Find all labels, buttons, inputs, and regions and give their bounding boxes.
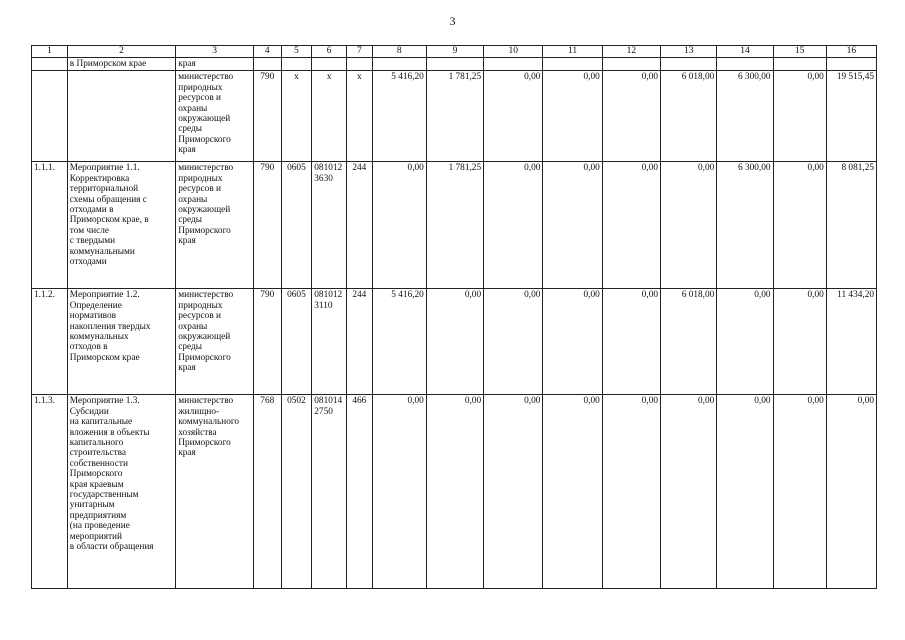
table-cell: х: [281, 71, 312, 162]
table-cell: 5 416,20: [372, 289, 426, 395]
table-cell: 0,00: [484, 289, 543, 395]
table-cell: 0,00: [773, 162, 826, 289]
table-cell: 0,00: [372, 162, 426, 289]
column-header: 10: [484, 46, 543, 58]
column-header: 1: [32, 46, 68, 58]
table-row: [32, 58, 877, 71]
table-cell: [661, 58, 717, 71]
table-cell: [347, 58, 373, 71]
table-cell: х: [347, 71, 373, 162]
table-cell: 8 081,25: [826, 162, 876, 289]
table-cell: министерство природных ресурсов и охраны окружающей среды Приморского края: [176, 162, 254, 289]
table-cell: 0,00: [602, 162, 660, 289]
column-header: 5: [281, 46, 312, 58]
table-cell: [32, 71, 68, 162]
column-header: 4: [253, 46, 281, 58]
table-cell: 0,00: [372, 395, 426, 589]
table-cell: 0,00: [717, 289, 773, 395]
table-cell: 244: [347, 162, 373, 289]
table-cell: 11 434,20: [826, 289, 876, 395]
table-cell: 081012 3110: [312, 289, 347, 395]
table-cell: 0,00: [426, 395, 483, 589]
table-cell: 0,00: [661, 162, 717, 289]
table-cell: министерство природных ресурсов и охраны окружающей среды Приморского края: [176, 71, 254, 162]
column-header: 14: [717, 46, 773, 58]
table-cell: [312, 58, 347, 71]
table-cell: 6 300,00: [717, 162, 773, 289]
table-cell: 0,00: [717, 395, 773, 589]
table-cell: [281, 58, 312, 71]
column-header: 13: [661, 46, 717, 58]
table-cell: 0605: [281, 289, 312, 395]
table-cell: министерство жилищно- коммунального хозяйства Приморского края: [176, 395, 254, 589]
table-cell: 6 018,00: [661, 289, 717, 395]
table-cell: 0,00: [484, 162, 543, 289]
column-header: 12: [602, 46, 660, 58]
table-cell: [372, 58, 426, 71]
table-cell: 790: [253, 162, 281, 289]
table-cell: 0,00: [773, 289, 826, 395]
column-header: 11: [543, 46, 602, 58]
table-cell: [32, 58, 68, 71]
table-cell: министерство природных ресурсов и охраны окружающей среды Приморского края: [176, 289, 254, 395]
table-cell: 0,00: [426, 289, 483, 395]
table-cell: 1.1.3.: [32, 395, 68, 589]
table-cell: 0,00: [826, 395, 876, 589]
page-number: 3: [449, 14, 456, 28]
table-cell: 790: [253, 71, 281, 162]
column-header: 8: [372, 46, 426, 58]
table-cell: 0502: [281, 395, 312, 589]
table-cell: 19 515,45: [826, 71, 876, 162]
table-cell: 768: [253, 395, 281, 589]
table-cell: 1 781,25: [426, 162, 483, 289]
table-cell: 5 416,20: [372, 71, 426, 162]
table-cell: 0,00: [773, 71, 826, 162]
table-cell: [602, 58, 660, 71]
table-cell: края: [176, 58, 254, 71]
table-cell: 6 300,00: [717, 71, 773, 162]
column-header: 3: [176, 46, 254, 58]
budget-table: [31, 45, 877, 589]
table-cell: 1.1.1.: [32, 162, 68, 289]
table-cell: 0,00: [484, 71, 543, 162]
table-cell: в Приморском крае: [67, 58, 175, 71]
table-row: [32, 162, 877, 289]
table-cell: 0,00: [602, 71, 660, 162]
table-cell: Мероприятие 1.2. Определение нормативов накопления твердых коммунальных отходов в Приморском крае: [67, 289, 175, 395]
table-cell: [717, 58, 773, 71]
table-cell: 081012 3630: [312, 162, 347, 289]
header-row: [32, 46, 877, 58]
table-cell: 466: [347, 395, 373, 589]
table-cell: 0,00: [661, 395, 717, 589]
column-header: 6: [312, 46, 347, 58]
column-header: 2: [67, 46, 175, 58]
table-cell: [426, 58, 483, 71]
table-cell: 0,00: [602, 289, 660, 395]
table-cell: 244: [347, 289, 373, 395]
table-cell: 081014 2750: [312, 395, 347, 589]
table-cell: [543, 58, 602, 71]
table-row: [32, 71, 877, 162]
column-header: 15: [773, 46, 826, 58]
table-cell: 0,00: [543, 71, 602, 162]
table-cell: 1.1.2.: [32, 289, 68, 395]
table-cell: [773, 58, 826, 71]
table-cell: 790: [253, 289, 281, 395]
table-cell: Мероприятие 1.1. Корректировка территориальной схемы обращения с отходами в Приморском крае, в том числе с твердыми коммунальными отходами: [67, 162, 175, 289]
table-cell: 0,00: [543, 395, 602, 589]
table-cell: [484, 58, 543, 71]
table-cell: 0605: [281, 162, 312, 289]
table-cell: 0,00: [773, 395, 826, 589]
column-header: 9: [426, 46, 483, 58]
table-cell: [67, 71, 175, 162]
table-cell: Мероприятие 1.3. Субсидии на капитальные вложения в объекты капитального строительства собственности Приморского края краевым государственным унитарным предприятиям (на проведение мероприятий в области обращения: [67, 395, 175, 589]
table-row: [32, 395, 877, 589]
table-cell: 0,00: [543, 162, 602, 289]
table-cell: 0,00: [543, 289, 602, 395]
table-cell: [826, 58, 876, 71]
table-cell: [253, 58, 281, 71]
table-cell: 6 018,00: [661, 71, 717, 162]
column-header: 16: [826, 46, 876, 58]
table-cell: 1 781,25: [426, 71, 483, 162]
table-cell: 0,00: [602, 395, 660, 589]
column-header: 7: [347, 46, 373, 58]
table-cell: 0,00: [484, 395, 543, 589]
table-cell: х: [312, 71, 347, 162]
table-row: [32, 289, 877, 395]
